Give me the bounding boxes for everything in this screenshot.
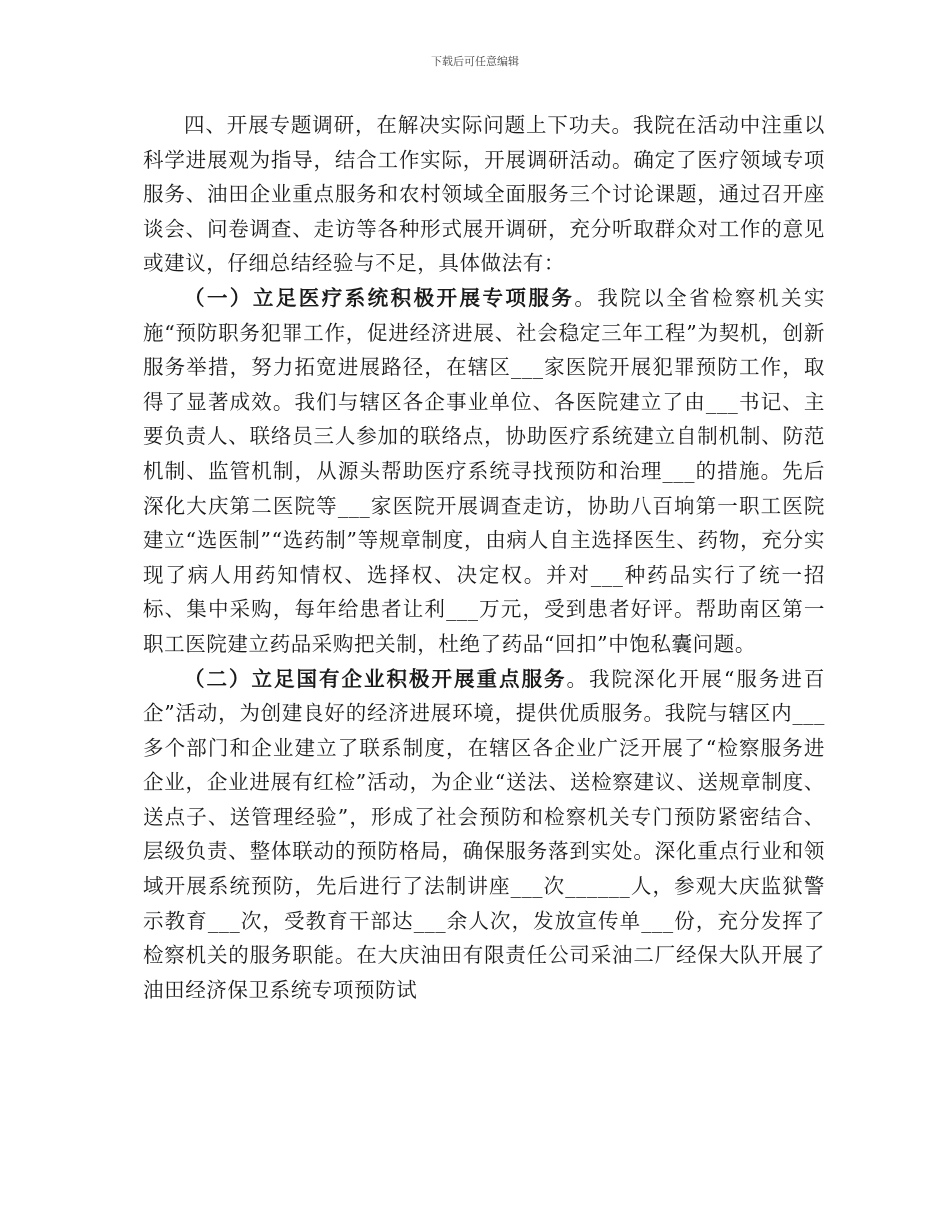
paragraph-enterprise-text: 。我院深化开展“服务进百企”活动，为创建良好的经济进展环境，提供优质服务。我院与辖区内___多个部门和企业建立了联系制度，在辖区各企业广泛开展了“检察服务进企业，企业进展有红检”活动，为企业“送法、送检察建议、送规章制度、送点子、送管理经验”，形成了社会预防和检察机关专门预防紧密结合、层级负责、整体联动的预防格局，确保服务落到实处。深化重点行业和领域开展系统预防，先后进行了法制讲座___次______人，参观大庆监狱警示教育___次，受教育干部达___余人次，发放宣传单___份，充分发挥了检察机关的服务职能。在大庆油田有限责任公司采油二厂经保大队开展了油田经济保卫系统专项预防试 xyxy=(143,666,825,1002)
paragraph-enterprise-service xyxy=(143,662,825,1008)
paragraph-intro xyxy=(143,108,825,281)
section-heading-enterprise: （二）立足国有企业积极开展重点服务 xyxy=(184,666,567,691)
paragraph-medical-text: 。我院以全省检察机关实施“预防职务犯罪工作，促进经济进展、社会稳定三年工程”为契机，创新服务举措，努力拓宽进展路径，在辖区___家医院开展犯罪预防工作，取得了显著成效。我们与辖区各企事业单位、各医院建立了由___书记、主要负责人、联络员三人参加的联络点，协助医疗系统建立自制机制、防范机制、监管机制，从源头帮助医疗系统寻找预防和治理___的措施。先后深化大庆第二医院等___家医院开展调查走访，协助八百垧第一职工医院建立“选医制”“选药制”等规章制度，由病人自主选择医生、药物，充分实现了病人用药知情权、选择权、决定权。并对___种药品实行了统一招标、集中采购，每年给患者让利___万元，受到患者好评。帮助南区第一职工医院建立药品采购把关制，杜绝了药品“回扣”中饱私囊问题。 xyxy=(143,285,825,656)
paragraph-medical-service xyxy=(143,281,825,662)
document-body xyxy=(143,108,825,1007)
section-heading-medical: （一）立足医疗系统积极开展专项服务 xyxy=(184,285,575,310)
paragraph-intro-text: 四、开展专题调研，在解决实际问题上下功夫。我院在活动中注重以科学进展观为指导，结合工作实际，开展调研活动。确定了医疗领域专项服务、油田企业重点服务和农村领域全面服务三个讨论课题，通过召开座谈会、问卷调查、走访等各种形式展开调研，充分听取群众对工作的意见或建议，仔细总结经验与不足，具体做法有： xyxy=(143,113,825,276)
page-header: 下载后可任意编辑 xyxy=(431,55,519,68)
